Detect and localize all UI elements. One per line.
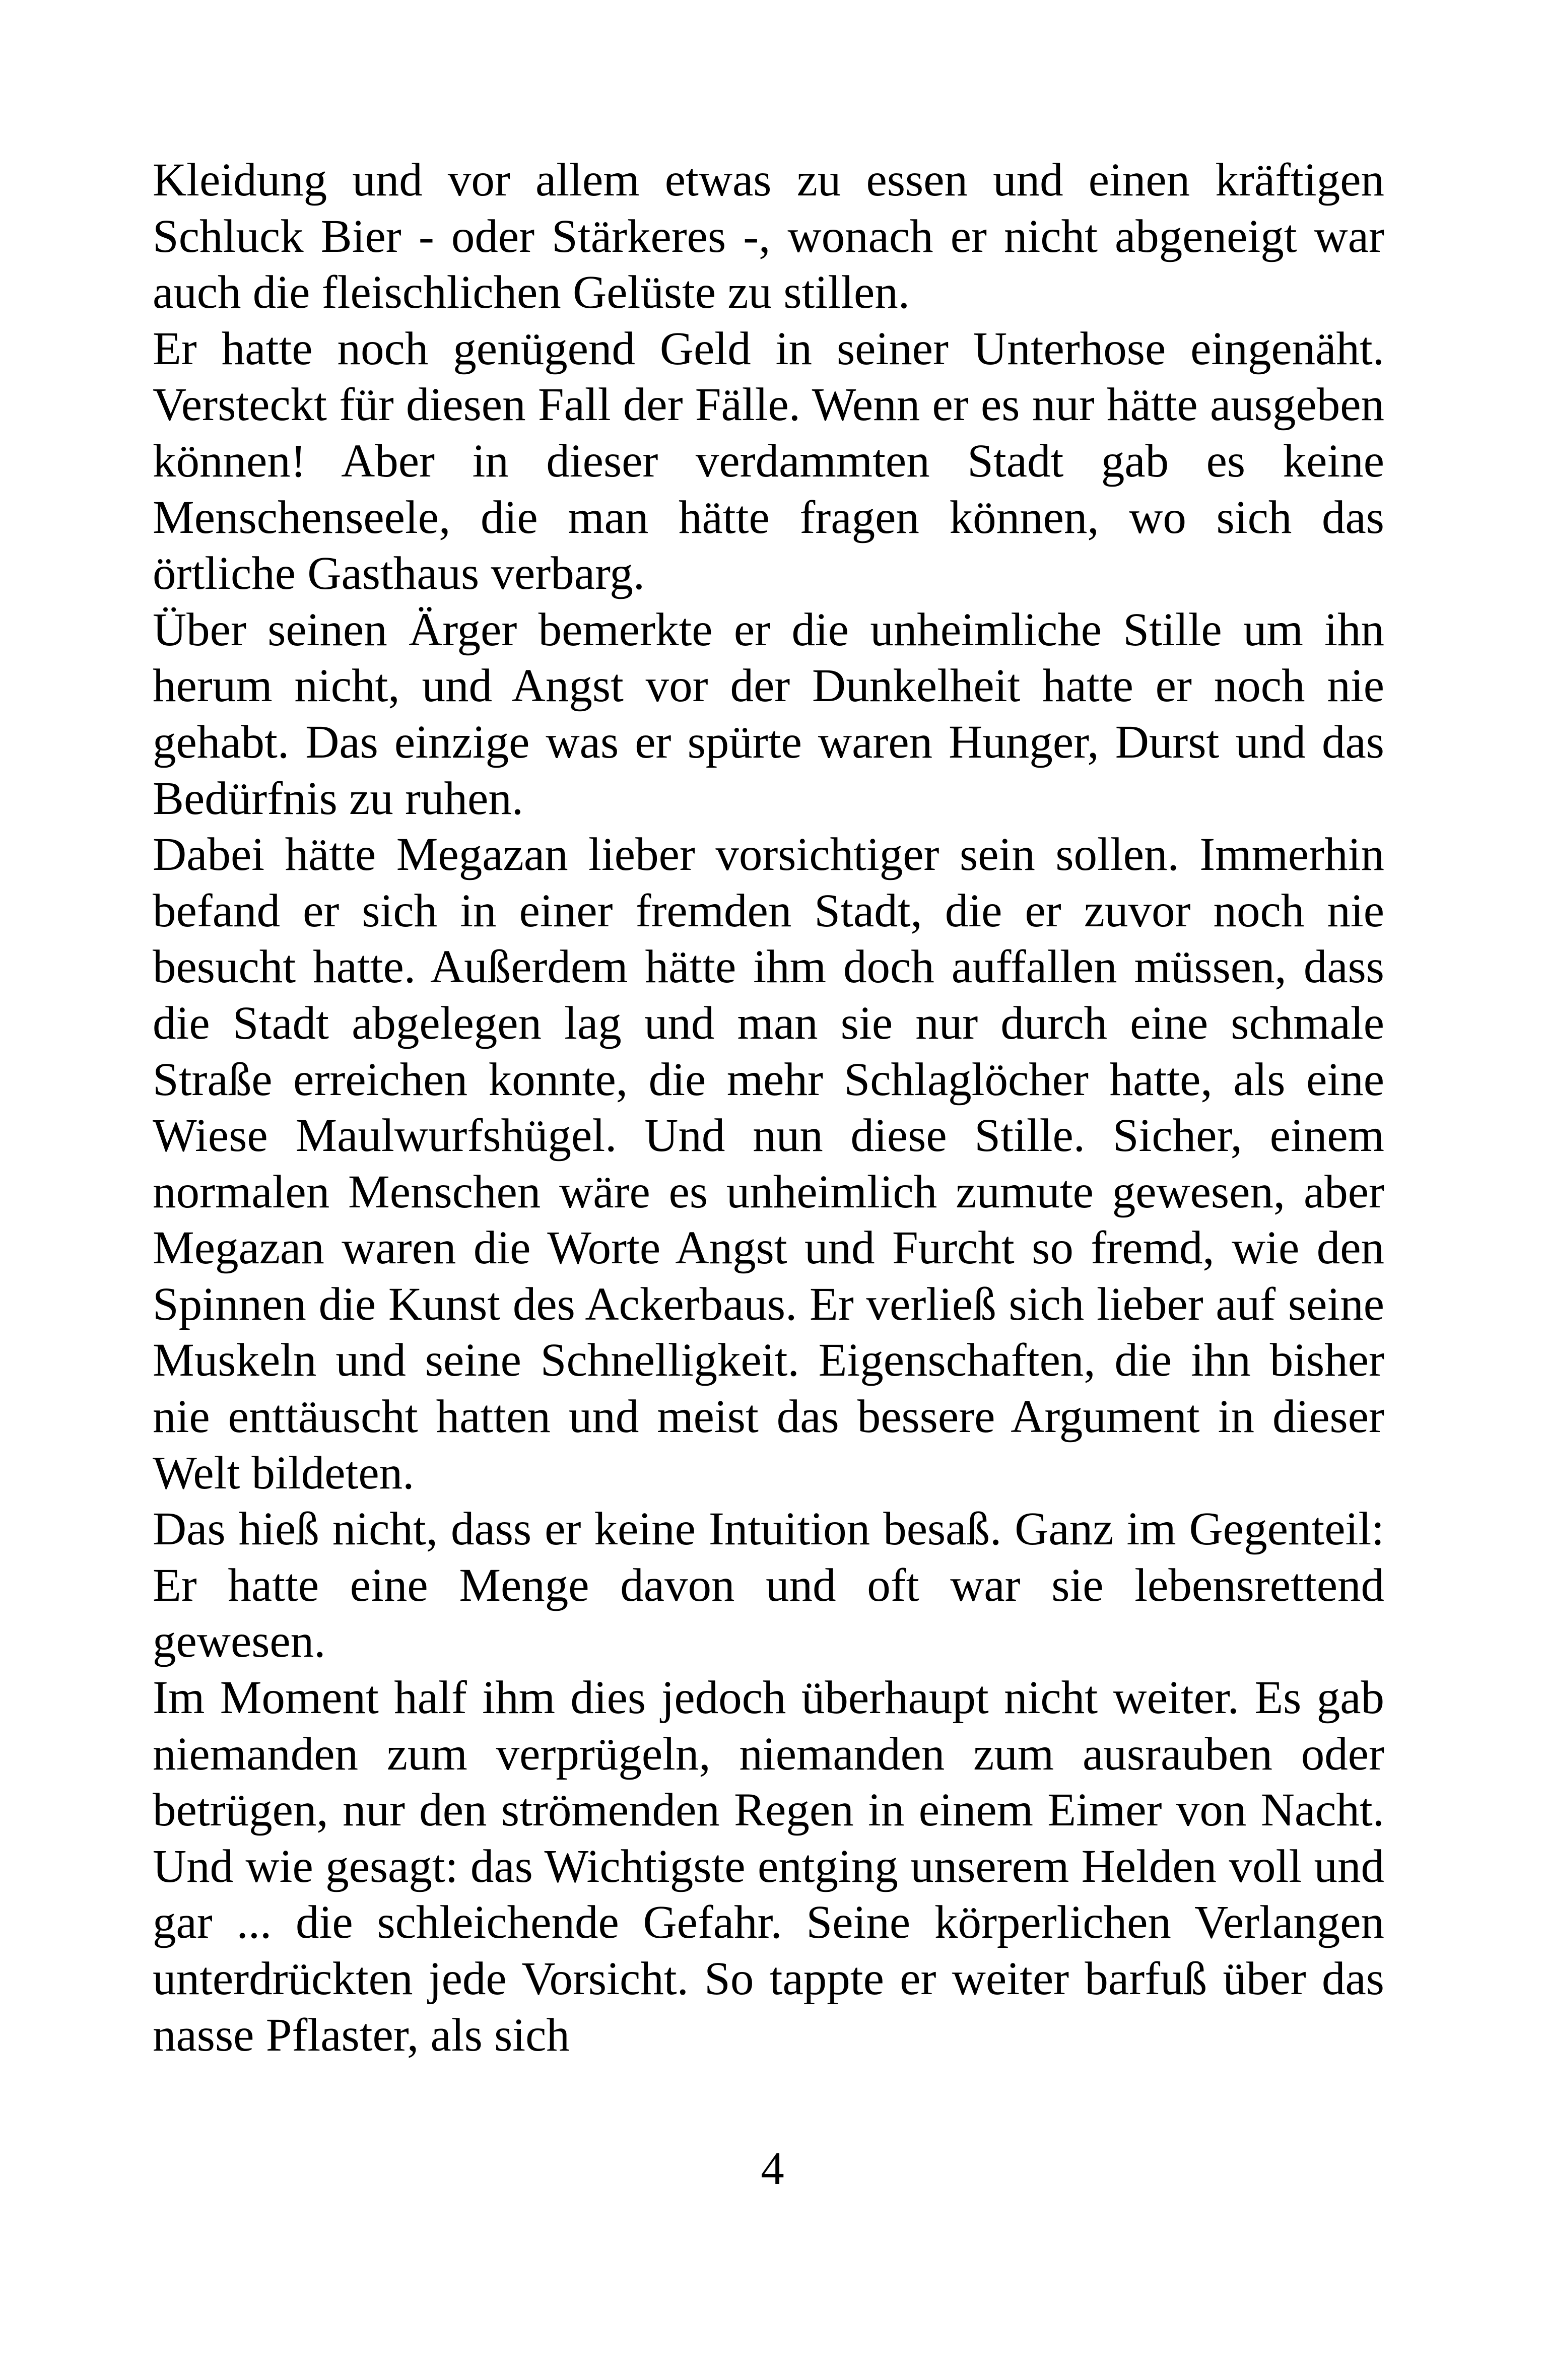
paragraph: Das hieß nicht, dass er keine Intuition besaß. Ganz im Gegenteil: Er hatte eine Menge davon und oft war sie lebensrettend gewesen. <box>153 1503 1384 1668</box>
paragraph: Über seinen Ärger bemerkte er die unheimliche Stille um ihn herum nicht, und Angst vor der Dunkelheit hatte er noch nie gehabt. Das einzige was er spürte waren Hunger, Durst und das Bedürfnis zu ruhen. <box>153 603 1384 825</box>
paragraph: Er hatte noch genügend Geld in seiner Unterhose eingenäht. Versteckt für diesen Fall der Fälle. Wenn er es nur hätte ausgeben können! Aber in dieser verdammten Stadt gab es keine Menschenseele, die man hätte fragen können, wo sich das örtliche Gasthaus verbarg. <box>153 322 1384 600</box>
body-text <box>153 152 1384 2063</box>
paragraph: Kleidung und vor allem etwas zu essen und einen kräftigen Schluck Bier - oder Stärkeres -, wonach er nicht abgeneigt war auch die fleischlichen Gelüste zu stillen. <box>153 154 1384 319</box>
page-number: 4 <box>761 2143 784 2195</box>
paragraph: Dabei hätte Megazan lieber vorsichtiger sein sollen. Immerhin befand er sich in einer fremden Stadt, die er zuvor noch nie besucht hatte. Außerdem hätte ihm doch auffallen müssen, dass die Stadt abgelegen lag und man sie nur durch eine schmale Straße erreichen konnte, die mehr Schlaglöcher hatte, als eine Wiese Maulwurfshügel. Und nun diese Stille. Sicher, einem normalen Menschen wäre es unheimlich zumute gewesen, aber Megazan waren die Worte Angst und Furcht so fremd, wie den Spinnen die Kunst des Ackerbaus. Er verließ sich lieber auf seine Muskeln und seine Schnelligkeit. Eigenschaften, die ihn bisher nie enttäuscht hatten und meist das bessere Argument in dieser Welt bildeten. <box>153 829 1384 1499</box>
paragraph: Im Moment half ihm dies jedoch überhaupt nicht weiter. Es gab niemanden zum verprügeln, niemanden zum ausrauben oder betrügen, nur den strömenden Regen in einem Eimer von Nacht. Und wie gesagt: das Wichtigste entging unserem Helden voll und gar ... die schleichende Gefahr. Seine körperlichen Verlangen unterdrückten jede Vorsicht. So tappte er weiter barfuß über das nasse Pflaster, als sich <box>153 1672 1384 2061</box>
